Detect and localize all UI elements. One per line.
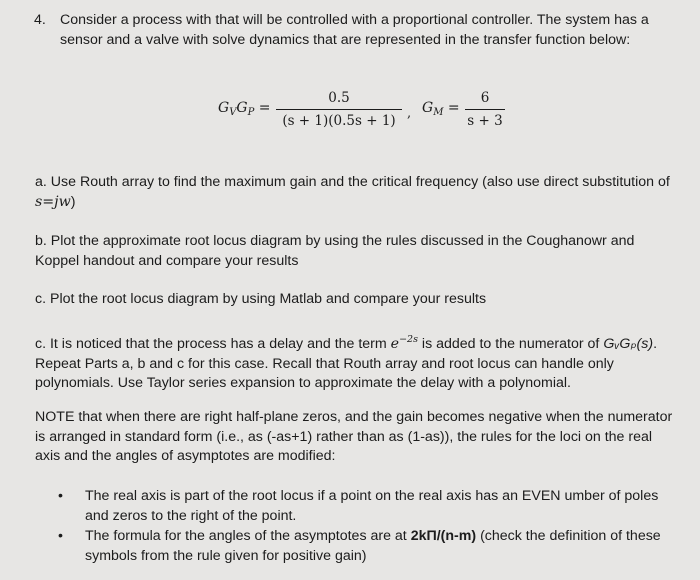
note-paragraph: NOTE that when there are right half-plane zeros, and the gain becomes negative when the numerator is arranged in standard form (i.e., as (-as+1) rather than as (1-as)), the rules for the loci on the real axis and the angles of asymptotes are modified: xyxy=(35,409,673,464)
fraction-denominator: s + 3 xyxy=(467,113,503,129)
fraction-numerator: 0.5 xyxy=(328,90,350,106)
note-bullet-list xyxy=(58,487,678,567)
part-b: b. Plot the approximate root locus diagram by using the rules discussed in the Coughanowr and Koppel handout and compare your results xyxy=(35,233,635,269)
part-a: a. Use Routh array to find the maximum gain and the critical frequency (also use direct substitution of s=jw) xyxy=(35,174,670,210)
question-number: 4. xyxy=(34,12,46,28)
bullet-marker: • xyxy=(58,488,63,504)
part-c-delay: c. It is noticed that the process has a delay and the term $e^{-2s}$ is added to the numerator of GᵥGₚ(s). Repeat Parts a, b and c for this case. Recall that Routh array and root locus can handle only polynomials. Use Taylor series expansion to approximate the delay with a polynomial. xyxy=(35,334,658,391)
fraction-denominator: (s + 1)(0.5s + 1) xyxy=(282,113,396,129)
equation-comma: , xyxy=(407,106,412,121)
question-intro-text: Consider a process with that will be controlled with a proportional controller. The system has a sensor and a valve with solve dynamics that are represented in the transfer function below: xyxy=(60,12,649,48)
gm-label: $G_M$ = xyxy=(422,100,460,118)
bullet-item-real-axis: • The real axis is part of the root locus if a point on the real axis has an EVEN umber of poles and zeros to the right of the point. xyxy=(58,488,659,524)
gm-fraction xyxy=(465,90,505,129)
transfer-function-equation xyxy=(0,88,700,138)
gv-gp-fraction xyxy=(276,90,402,129)
fraction-numerator: 6 xyxy=(480,90,490,106)
bullet-item-asymptotes: • The formula for the angles of the asymptotes are at 2kΠ/(n-m) (check the definition of these symbols from the rule given for positive gain) xyxy=(58,528,661,564)
gv-gp-label: $G_VG_P$ = xyxy=(218,100,271,118)
part-c-matlab: c. Plot the root locus diagram by using Matlab and compare your results xyxy=(35,291,487,307)
bullet-marker: • xyxy=(58,528,63,544)
question-intro xyxy=(34,11,680,50)
